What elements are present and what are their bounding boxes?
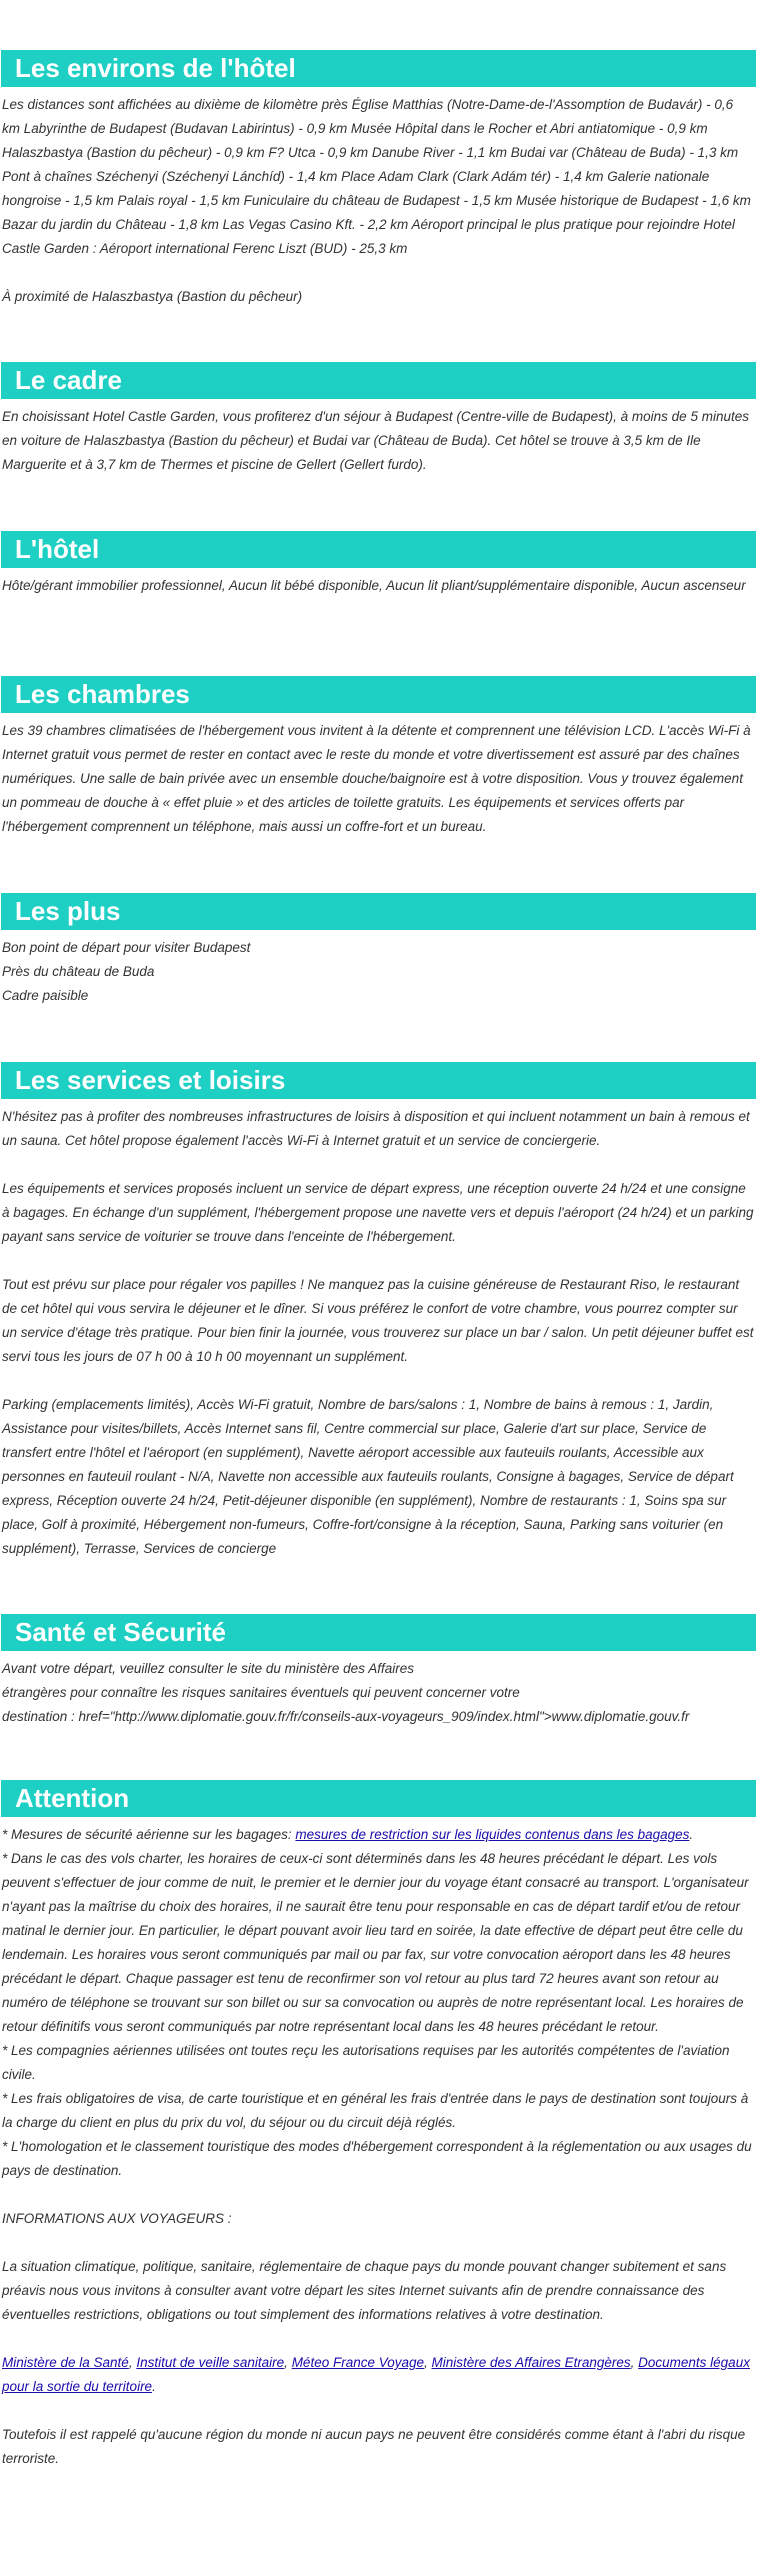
attention-security-prefix: * Mesures de sécurité aérienne sur les bagages:: [2, 1827, 296, 1842]
institut-veille-sanitaire-link[interactable]: Institut de veille sanitaire: [136, 2355, 285, 2370]
sante-line-3: destination : href="http://www.diplomatie.gouv.fr/fr/conseils-aux-voyageurs_909/index.html">www.diplomatie.gouv.fr: [2, 1709, 690, 1724]
attention-security-suffix: .: [689, 1827, 694, 1842]
link-separator: ,: [284, 2355, 292, 2370]
section-title-sante: Santé et Sécurité: [1, 1614, 756, 1651]
section-body-sante: [0, 1651, 756, 1729]
liquids-restriction-link[interactable]: mesures de restriction sur les liquides contenus dans les bagages: [295, 1827, 690, 1842]
attention-closing-text: Toutefois il est rappelé qu'aucune région du monde ni aucun pays ne peuvent être considérés comme étant à l'abri du risque terroriste.: [2, 2427, 746, 2466]
sante-line-2: étrangères pour connaître les risques sanitaires éventuels qui peuvent concerner votre: [2, 1685, 520, 1700]
attention-links-line: [2, 2351, 754, 2399]
section-chambres: [0, 676, 756, 839]
attention-airlines-text: * Les compagnies aériennes utilisées ont toutes reçu les autorisations requises par les autorités compétentes de l'aviation civile.: [2, 2043, 730, 2082]
link-separator: ,: [128, 2355, 137, 2370]
services-paragraph-2: Les équipements et services proposés incluent un service de départ express, une réception ouverte 24 h/24 et une consigne à bagages. En échange d'un supplément, l'hébergement propose une navette vers et depuis l'aéroport (24 h/24) et un parking payant sans service de voiturier se trouve dans l'enceinte de l'hébergement.: [2, 1181, 754, 1244]
environs-distances-text: Les distances sont affichées au dixième de kilomètre près Église Matthias (Notre-Dame-de-l'Assomption de Budavár) - 0,6 km Labyrinthe de Budapest (Budavan Labirintus) - 0,9 km Musée Hôpital dans le Rocher et Abri antiatomique - 0,9 km Halaszbastya (Bastion du pêcheur) - 0,9 km F? Utca - 0,9 km Danube River - 1,1 km Budai var (Château de Buda) - 1,3 km Pont à chaînes Széchenyi (Széchenyi Lánchíd) - 1,4 km Place Adam Clark (Clark Adám tér) - 1,4 km Galerie nationale hongroise - 1,5 km Palais royal - 1,5 km Funiculaire du château de Budapest - 1,5 km Musée historique de Budapest - 1,6 km Bazar du jardin du Château - 1,8 km Las Vegas Casino Kft. - 2,2 km Aéroport principal le plus pratique pour rejoindre Hotel Castle Garden : Aéroport international Ferenc Liszt (BUD) - 25,3 km: [2, 97, 751, 256]
section-title-hotel: L'hôtel: [1, 531, 756, 568]
plus-item: Bon point de départ pour visiter Budapest: [2, 940, 251, 955]
link-separator: ,: [630, 2355, 639, 2370]
cadre-text: En choisissant Hotel Castle Garden, vous profiterez d'un séjour à Budapest (Centre-ville de Budapest), à moins de 5 minutes en voiture de Halaszbastya (Bastion du pêcheur) et Budai var (Château de Buda). Cet hôtel se trouve à 3,5 km de Ile Marguerite et à 3,7 km de Thermes et piscine de Gellert (Gellert furdo).: [2, 409, 749, 472]
hotel-text: Hôte/gérant immobilier professionnel, Aucun lit bébé disponible, Aucun lit pliant/supplémentaire disponible, Aucun ascenseur: [2, 578, 746, 593]
attention-security-line: [2, 1823, 754, 1847]
section-services: [0, 1062, 756, 1561]
section-attention: [0, 1780, 756, 2471]
meteo-france-voyage-link[interactable]: Méteo France Voyage: [291, 2355, 425, 2370]
environs-proximity-text: À proximité de Halaszbastya (Bastion du pêcheur): [2, 289, 303, 304]
section-cadre: [0, 362, 756, 477]
ministere-affaires-etrangeres-link[interactable]: Ministère des Affaires Etrangères: [431, 2355, 631, 2370]
attention-fees-text: * Les frais obligatoires de visa, de carte touristique et en général les frais d'entrée dans le pays de destination sont toujours à la charge du client en plus du prix du vol, du séjour ou du circuit déjà réglés.: [2, 2091, 749, 2130]
attention-situation-text: La situation climatique, politique, sanitaire, réglementaire de chaque pays du monde pouvant changer subitement et sans préavis nous vous invitons à consulter avant votre départ les sites Internet suivants afin de prendre connaissance des éventuelles restrictions, obligations ou tout simplement des informations relatives à votre destination.: [2, 2259, 727, 2322]
section-environs: [0, 50, 756, 309]
section-title-services: Les services et loisirs: [1, 1062, 756, 1099]
section-body-hotel: [0, 568, 756, 598]
attention-charter-text: * Dans le cas des vols charter, les horaires de ceux-ci sont déterminés dans les 48 heures précédant le départ. Les vols peuvent s'effectuer de jour comme de nuit, le premier et le dernier jour du voyage étant consacré au transport. L'organisateur n'ayant pas la maîtrise du choix des horaires, il ne saurait être tenu pour responsable en cas de départ tardif et/ou de retour matinal le dernier jour. En particulier, le départ pouvant avoir lieu tard en soirée, la date effective de départ peut être celle du lendemain. Les horaires vous seront communiqués par mail ou par fax, sur votre convocation aéroport dans les 48 heures précédant le départ. Chaque passager est tenu de reconfirmer son vol retour au plus tard 72 heures avant son retour au numéro de téléphone se trouvant sur son billet ou sur sa convocation ou auprès de notre représentant local. Les horaires de retour définitifs vous seront communiqués par notre représentant local dans les 48 heures précédant le retour.: [2, 1851, 749, 2034]
section-body-environs: [0, 87, 756, 309]
section-body-services: [0, 1099, 756, 1561]
link-separator: ,: [424, 2355, 432, 2370]
plus-item: Cadre paisible: [2, 988, 89, 1003]
section-title-cadre: Le cadre: [1, 362, 756, 399]
section-body-chambres: [0, 713, 756, 839]
section-plus: [0, 893, 756, 1008]
services-paragraph-1: N'hésitez pas à profiter des nombreuses infrastructures de loisirs à disposition et qui incluent notamment un bain à remous et un sauna. Cet hôtel propose également l'accès Wi-Fi à Internet gratuit et un service de conciergerie.: [2, 1109, 750, 1148]
chambres-text: Les 39 chambres climatisées de l'hébergement vous invitent à la détente et comprennent une télévision LCD. L'accès Wi-Fi à Internet gratuit vous permet de rester en contact avec le reste du monde et votre divertissement est assuré par des chaînes numériques. Une salle de bain privée avec un ensemble douche/baignoire est à votre disposition. Vous y trouvez également un pommeau de douche à « effet pluie » et des articles de toilette gratuits. Les équipements et services offerts par l'hébergement comprennent un téléphone, mais aussi un coffre-fort et un bureau.: [2, 723, 751, 834]
section-title-chambres: Les chambres: [1, 676, 756, 713]
section-sante: [0, 1614, 756, 1729]
section-body-cadre: [0, 399, 756, 477]
section-hotel: [0, 531, 756, 598]
section-body-plus: [0, 930, 756, 1008]
links-end-punctuation: .: [152, 2379, 156, 2394]
section-title-plus: Les plus: [1, 893, 756, 930]
services-paragraph-3: Tout est prévu sur place pour régaler vos papilles ! Ne manquez pas la cuisine généreuse de Restaurant Riso, le restaurant de cet hôtel qui vous servira le déjeuner et le dîner. Si vous préférez le confort de votre chambre, vous pourrez compter sur un service d'étage très pratique. Pour bien finir la journée, vous trouverez sur place un bar / salon. Un petit déjeuner buffet est servi tous les jours de 07 h 00 à 10 h 00 moyennant un supplément.: [2, 1277, 754, 1364]
documents-legaux-link[interactable]: Documents légaux pour la sortie du territoire: [2, 2355, 750, 2394]
section-body-attention: [0, 1817, 756, 2471]
section-title-attention: Attention: [1, 1780, 756, 1817]
attention-homologation-text: * L'homologation et le classement touristique des modes d'hébergement correspondent à la réglementation ou aux usages du pays de destination.: [2, 2139, 752, 2178]
ministere-sante-link[interactable]: Ministère de la Santé: [2, 2355, 129, 2370]
sante-line-1: Avant votre départ, veuillez consulter le site du ministère des Affaires: [2, 1661, 414, 1676]
info-voyageurs-heading: INFORMATIONS AUX VOYAGEURS :: [2, 2211, 232, 2226]
section-title-environs: Les environs de l'hôtel: [1, 50, 756, 87]
plus-item: Près du château de Buda: [2, 964, 155, 979]
services-amenities-list: Parking (emplacements limités), Accès Wi-Fi gratuit, Nombre de bars/salons : 1, Nombre de bains à remous : 1, Jardin, Assistance pour visites/billets, Accès Internet sans fil, Centre commercial sur place, Galerie d'art sur place, Service de transfert entre l'hôtel et l'aéroport (en supplément), Navette aéroport accessible aux fauteuils roulants, Accessible aux personnes en fauteuil roulant - N/A, Navette non accessible aux fauteuils roulants, Consigne à bagages, Service de départ express, Réception ouverte 24 h/24, Petit-déjeuner disponible (en supplément), Nombre de restaurants : 1, Soins spa sur place, Golf à proximité, Hébergement non-fumeurs, Coffre-fort/consigne à la réception, Sauna, Parking sans voiturier (en supplément), Terrasse, Services de concierge: [2, 1397, 734, 1556]
